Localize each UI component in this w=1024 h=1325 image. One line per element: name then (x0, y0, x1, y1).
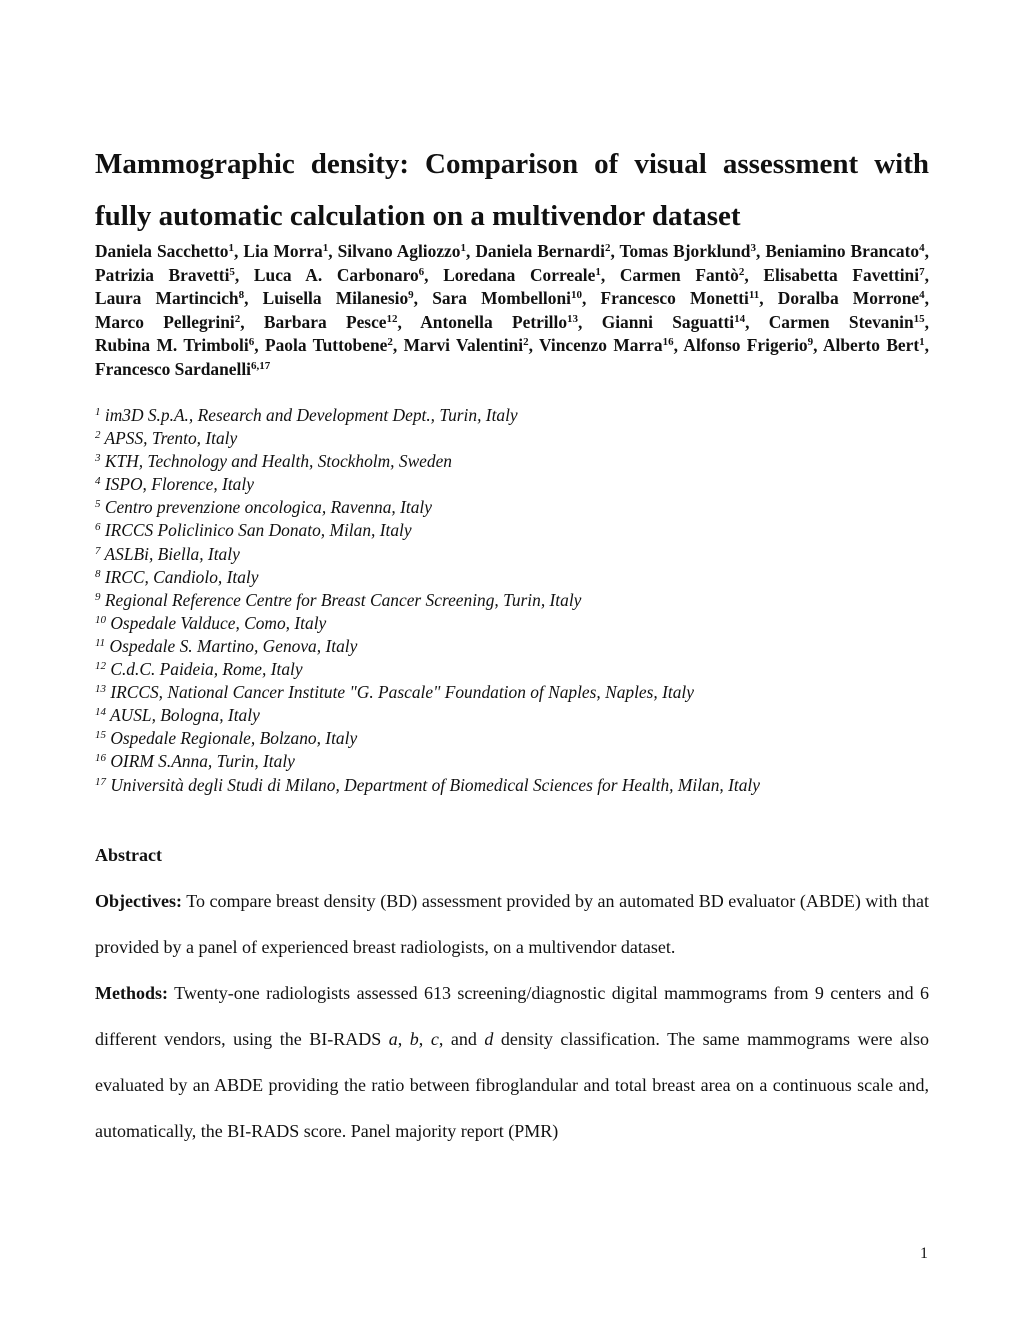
affiliation-number: 11 (95, 636, 106, 649)
author: Carmen Fantò$^2$, (619, 264, 749, 285)
affiliation-item (95, 612, 929, 635)
affiliation-text: OIRM S.Anna, Turin, Italy (110, 751, 295, 772)
affiliation-item (95, 450, 929, 473)
affiliation-item (95, 496, 929, 519)
author: Sara Mombelloni$^{10}$, (432, 288, 587, 309)
methods-and: , and (438, 1029, 477, 1049)
author-affiliation-mark: 11 (748, 289, 760, 302)
affiliation-number: 5 (95, 498, 101, 511)
author-affiliation-mark: 4 (919, 242, 925, 254)
author: Elisabetta Favettini$^7$, (763, 264, 929, 285)
affiliation-number: 10 (95, 613, 106, 626)
affiliation-text: IRCC, Candiolo, Italy (104, 566, 259, 587)
density-a: a (388, 1029, 398, 1049)
author-name: Lia Morra (243, 241, 323, 261)
author-name: Barbara Pesce (263, 311, 387, 332)
author-name: Patrizia Bravetti (95, 264, 230, 285)
author-affiliation-mark: 5 (229, 265, 235, 278)
author-affiliation-mark: 1 (595, 265, 601, 278)
affiliation-text: AUSL, Bologna, Italy (110, 705, 260, 726)
objectives-label: Objectives: (95, 891, 182, 911)
affiliation-text: im3D S.p.A., Research and Development Dept., Turin, Italy (104, 405, 518, 425)
author: Alberto Bert$^1$, (822, 335, 930, 356)
affiliation-item (95, 727, 929, 750)
author-affiliation-mark: 14 (734, 312, 746, 325)
author-affiliation-mark: 8 (238, 289, 245, 302)
author-affiliation-mark: 12 (386, 312, 398, 325)
affiliation-item (95, 774, 929, 797)
author: Patrizia Bravetti$^5$, (95, 264, 240, 285)
author-name: Rubina M. Trimboli (95, 335, 249, 356)
author: Daniela Sacchetto$^1$, (95, 241, 239, 261)
author-affiliation-mark: 2 (604, 242, 611, 254)
affiliation-text: ISPO, Florence, Italy (104, 474, 254, 495)
author: Luisella Milanesio$^9$, (262, 288, 419, 309)
author-name: Beniamino Brancato (765, 241, 920, 261)
author: Alfonso Frigerio$^9$, (683, 335, 818, 356)
author-affiliation-mark: 1 (228, 242, 234, 254)
author-name: Laura Martincich (95, 288, 239, 309)
author-name: Elisabetta Favettini (763, 264, 920, 285)
affiliation-text: Regional Reference Centre for Breast Cancer Screening, Turin, Italy (104, 589, 582, 610)
author: Loredana Correale$^1$, (443, 264, 606, 285)
author-affiliation-mark: 1 (460, 242, 466, 254)
author-name: Luisella Milanesio (262, 288, 409, 309)
methods-label: Methods: (95, 983, 168, 1003)
author-name: Tomas Bjorklund (619, 241, 751, 261)
author-name: Alberto Bert (822, 335, 920, 356)
author-affiliation-mark: 7 (919, 265, 925, 278)
author: Carmen Stevanin$^{15}$, (768, 311, 930, 332)
affiliation-item (95, 589, 929, 612)
author-name: Daniela Bernardi (475, 241, 605, 261)
author-name: Marvi Valentini (403, 335, 524, 356)
affiliation-item (95, 404, 929, 427)
affiliation-list (95, 404, 929, 797)
author-name: Marco Pellegrini (95, 311, 235, 332)
author-name: Paola Tuttobene (264, 335, 388, 356)
author-name: Vincenzo Marra (539, 335, 663, 356)
affiliation-number: 3 (95, 452, 101, 465)
author-list (95, 240, 929, 382)
abstract-body (95, 878, 929, 1154)
author-name: Sara Mombelloni (432, 288, 571, 309)
author-name: Loredana Correale (443, 264, 596, 285)
affiliation-text: Centro prevenzione oncologica, Ravenna, Italy (104, 497, 432, 518)
affiliation-text: Ospedale S. Martino, Genova, Italy (109, 635, 358, 656)
methods-text-2: density classification. The same mammograms were also evaluated by an ABDE providing the ratio between fibroglandular and total breast area on a continuous scale and, automatically, the BI-RADS score. Panel majority report (PMR) (95, 1029, 930, 1141)
author-affiliation-mark: 2 (523, 336, 529, 349)
author: Laura Martincich$^8$, (95, 288, 249, 309)
affiliation-number: 13 (95, 683, 106, 696)
author: Luca A. Carbonaro$^6$, (253, 264, 429, 285)
author-affiliation-mark: 1 (322, 242, 329, 254)
author-name: Daniela Sacchetto (95, 241, 229, 261)
affiliation-number: 8 (95, 567, 101, 580)
author: Vincenzo Marra$^{16}$, (539, 335, 678, 356)
affiliation-item (95, 681, 929, 704)
affiliation-text: IRCCS, National Cancer Institute "G. Pascale" Foundation of Naples, Naples, Italy (110, 682, 694, 703)
density-c: c (430, 1029, 439, 1049)
abstract-heading: Abstract (95, 845, 162, 865)
author-affiliation-mark: 6 (248, 336, 255, 349)
author-name: Alfonso Frigerio (683, 335, 808, 356)
affiliation-text: Ospedale Valduce, Como, Italy (110, 612, 327, 633)
affiliation-text: KTH, Technology and Health, Stockholm, Sweden (104, 451, 452, 472)
affiliation-text: Ospedale Regionale, Bolzano, Italy (110, 728, 358, 749)
author-affiliation-mark: 1 (919, 336, 925, 349)
author-name: Antonella Petrillo (420, 311, 568, 332)
affiliation-number: 12 (95, 660, 106, 673)
objectives-paragraph (95, 878, 929, 970)
author: Silvano Agliozzo$^1$, (337, 241, 471, 261)
author: Marco Pellegrini$^2$, (95, 311, 245, 332)
author-affiliation-mark: 16 (662, 336, 674, 349)
affiliation-number: 1 (95, 406, 101, 418)
affiliation-number: 14 (95, 706, 106, 719)
author-name: Silvano Agliozzo (337, 241, 461, 261)
affiliation-text: APSS, Trento, Italy (104, 428, 238, 449)
methods-paragraph: Methods: Twenty-one radiologists assessed 613 screening/diagnostic digital mammograms from 9 centers and 6 different vendors, using the BI-RADS a, b, c, and d density classification. The same mammograms were also evaluated by an ABDE providing the ratio between fibroglandular and total breast area on a continuous scale and, automatically, the BI-RADS score. Panel majority report (PMR) (95, 983, 930, 1141)
author: Tomas Bjorklund$^3$, (619, 241, 761, 261)
author-affiliation-mark: 6 (418, 265, 425, 278)
author-affiliation-mark: 10 (570, 289, 582, 302)
author-affiliation-mark: 9 (408, 289, 414, 302)
affiliation-number: 17 (95, 775, 106, 788)
author: Marvi Valentini$^2$, (403, 335, 533, 356)
affiliation-text: ASLBi, Biella, Italy (104, 543, 240, 564)
author: Beniamino Brancato$^4$, (765, 241, 929, 261)
author-affiliation-mark: 4 (919, 289, 925, 302)
author-affiliation-mark: 2 (738, 265, 745, 278)
paper-title: Mammographic density: Comparison of visual assessment with fully automatic calculation on a multivendor dataset (95, 148, 929, 232)
author-affiliation-mark: 3 (750, 242, 756, 254)
density-d: d (484, 1029, 494, 1049)
affiliation-item (95, 473, 929, 496)
density-b: b (409, 1029, 419, 1049)
affiliation-item (95, 704, 929, 727)
author-affiliation-mark: 13 (567, 312, 579, 325)
affiliation-item (95, 658, 929, 681)
author-affiliation-mark: 2 (387, 336, 393, 349)
affiliation-number: 4 (95, 475, 101, 488)
author-name: Francesco Sardanelli (95, 358, 252, 379)
affiliation-number: 2 (95, 429, 101, 442)
author-affiliation-mark: 6,17 (251, 359, 271, 372)
author: Rubina M. Trimboli$^6$, (95, 335, 259, 356)
objectives-text: To compare breast density (BD) assessment provided by an automated BD evaluator (ABDE) with that provided by a panel of experienced breast radiologists, on a multivendor dataset. (95, 891, 929, 957)
affiliation-number: 15 (95, 729, 106, 742)
author-affiliation-mark: 9 (807, 336, 814, 349)
author-name: Francesco Monetti (600, 288, 749, 309)
author: Daniela Bernardi$^2$, (475, 241, 615, 261)
page-number: 1 (920, 1245, 928, 1262)
affiliation-number: 7 (95, 544, 101, 557)
affiliation-item (95, 543, 929, 566)
affiliation-item (95, 750, 929, 773)
author: Lia Morra$^1$, (243, 241, 333, 261)
methods-text-1: Twenty-one radiologists assessed 613 screening/diagnostic digital mammograms from 9 centers and 6 different vendors, using the BI-RADS (95, 983, 929, 1049)
author (95, 359, 270, 379)
author-name: Doralba Morrone (777, 288, 920, 309)
author-name: Gianni Saguatti (601, 311, 735, 332)
author: Barbara Pesce$^{12}$, (263, 311, 402, 332)
author-name: Carmen Stevanin (768, 311, 914, 332)
author: Gianni Saguatti$^{14}$, (601, 311, 750, 332)
author-affiliation-mark: 15 (913, 312, 925, 325)
author: Doralba Morrone$^4$, (777, 288, 929, 309)
affiliation-text: IRCCS Policlinico San Donato, Milan, Italy (104, 520, 412, 541)
affiliation-item (95, 566, 929, 589)
author: Paola Tuttobene$^2$, (264, 335, 398, 356)
affiliation-number: 6 (95, 521, 101, 534)
affiliation-item (95, 635, 929, 658)
author: Antonella Petrillo$^{13}$, (420, 311, 583, 332)
affiliation-text: Università degli Studi di Milano, Department of Biomedical Sciences for Health, Milan, Italy (110, 774, 760, 795)
author: Francesco Monetti$^{11}$, (600, 288, 764, 309)
author-affiliation-mark: 2 (234, 312, 241, 325)
affiliation-item (95, 427, 929, 450)
affiliation-number: 16 (95, 752, 106, 765)
affiliation-number: 9 (95, 590, 101, 603)
affiliation-item (95, 519, 929, 542)
affiliation-text: C.d.C. Paideia, Rome, Italy (110, 659, 303, 680)
author-name: Carmen Fantò (619, 264, 739, 285)
author-name: Luca A. Carbonaro (253, 264, 419, 285)
